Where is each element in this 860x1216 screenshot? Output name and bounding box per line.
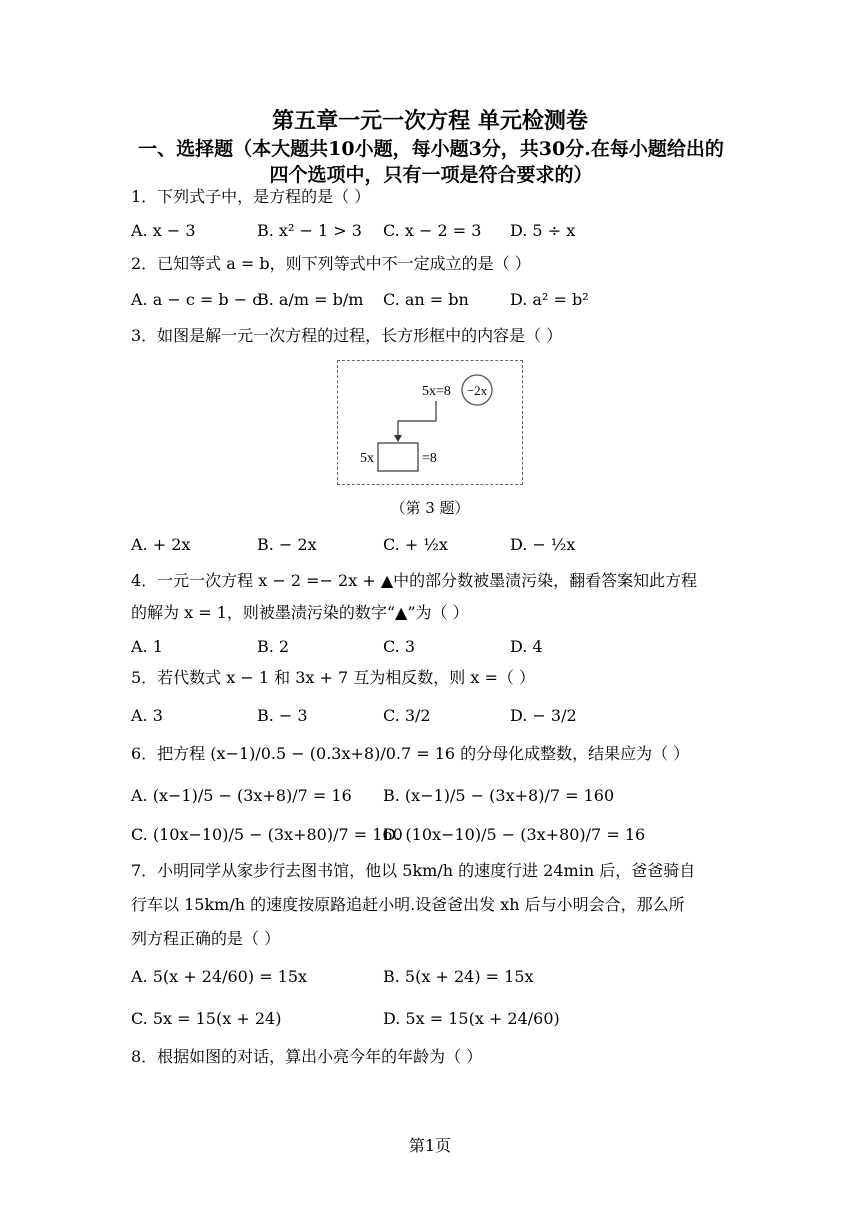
q4-option-b: B. 2	[257, 637, 290, 656]
q6-option-a: A. (x−1)/5 − (3x+8)/7 = 16	[131, 786, 352, 805]
q4-stem-line1: 4．一元一次方程 x − 2 =− 2x + ▲中的部分数被墨渍污染，翻看答案知此方程	[131, 571, 698, 590]
fig-circle-label: −2x	[466, 383, 488, 398]
q3-caption: （第 3 题）	[390, 499, 470, 517]
q6-option-c: C. (10x−10)/5 − (3x+80)/7 = 160	[131, 825, 403, 844]
q6-option-d: D. (10x−10)/5 − (3x+80)/7 = 16	[383, 825, 646, 844]
q6-stem: 6．把方程 (x−1)/0.5 − (0.3x+8)/0.7 = 16 的分母化成整数，结果应为（ ）	[131, 744, 690, 763]
q1-option-c: C. x − 2 = 3	[383, 221, 482, 240]
q3-option-b: B. − 2x	[257, 535, 317, 554]
q5-option-a: A. 3	[131, 706, 163, 725]
q5-option-c: C. 3/2	[383, 706, 431, 725]
q2-stem: 2．已知等式 a = b，则下列等式中不一定成立的是（ ）	[131, 254, 531, 273]
q3-option-a: A. + 2x	[131, 535, 191, 554]
q7-option-a: A. 5(x + 24/60) = 15x	[131, 967, 308, 986]
q6-option-b: B. (x−1)/5 − (3x+8)/7 = 160	[383, 786, 615, 805]
fig-blank-box	[378, 443, 418, 471]
q7-option-d: D. 5x = 15(x + 24/60)	[383, 1009, 560, 1028]
q4-option-c: C. 3	[383, 637, 416, 656]
fig-arrow-line	[398, 401, 436, 437]
q1-option-b: B. x² − 1 > 3	[257, 221, 362, 240]
page-number: 第1页	[408, 1136, 452, 1155]
q4-option-d: D. 4	[510, 637, 543, 656]
q8-stem: 8．根据如图的对话，算出小亮今年的年龄为（ ）	[131, 1047, 483, 1066]
q2-option-d: D. a² = b²	[510, 290, 589, 309]
q7-stem-line2: 行车以 15km/h 的速度按原路追赶小明.设爸爸出发 xh 后与小明会合，那么所	[131, 895, 685, 914]
q3-figure	[337, 360, 523, 485]
q3-stem: 3．如图是解一元一次方程的过程，长方形框中的内容是（ ）	[131, 326, 563, 345]
q2-option-b: B. a/m = b/m	[257, 290, 364, 309]
fig-left-label: 5x	[360, 451, 374, 466]
q1-option-d: D. 5 ÷ x	[510, 221, 576, 240]
q1-stem: 1．下列式子中，是方程的是（ ）	[131, 187, 371, 206]
q4-option-a: A. 1	[131, 637, 163, 656]
section-heading: 一、选择题（本大题共10小题，每小题3分，共30分.在每小题给出的四个选项中，只有一项是符合要求的）	[138, 138, 724, 186]
fig-top-label: 5x=8	[422, 384, 451, 399]
q3-option-d: D. − ½x	[510, 535, 576, 554]
q7-stem-line3: 列方程正确的是（ ）	[131, 929, 281, 948]
q5-stem: 5．若代数式 x − 1 和 3x + 7 互为相反数，则 x =（ ）	[131, 668, 535, 687]
q5-option-d: D. − 3/2	[510, 706, 577, 725]
q5-option-b: B. − 3	[257, 706, 308, 725]
fig-right-label: =8	[422, 451, 437, 466]
q1-option-a: A. x − 3	[131, 221, 196, 240]
q3-diagram	[338, 361, 522, 483]
q2-option-a: A. a − c = b − c	[131, 290, 262, 309]
q2-option-c: C. an = bn	[383, 290, 469, 309]
fig-arrow-head	[394, 435, 402, 442]
q4-stem-line2: 的解为 x = 1，则被墨渍污染的数字“▲”为（ ）	[131, 603, 469, 622]
q7-stem-line1: 7．小明同学从家步行去图书馆，他以 5km/h 的速度行进 24min 后，爸爸骑自	[131, 861, 696, 880]
page-title: 第五章一元一次方程 单元检测卷	[272, 108, 588, 134]
q7-option-c: C. 5x = 15(x + 24)	[131, 1009, 282, 1028]
q7-option-b: B. 5(x + 24) = 15x	[383, 967, 534, 986]
q3-option-c: C. + ½x	[383, 535, 448, 554]
